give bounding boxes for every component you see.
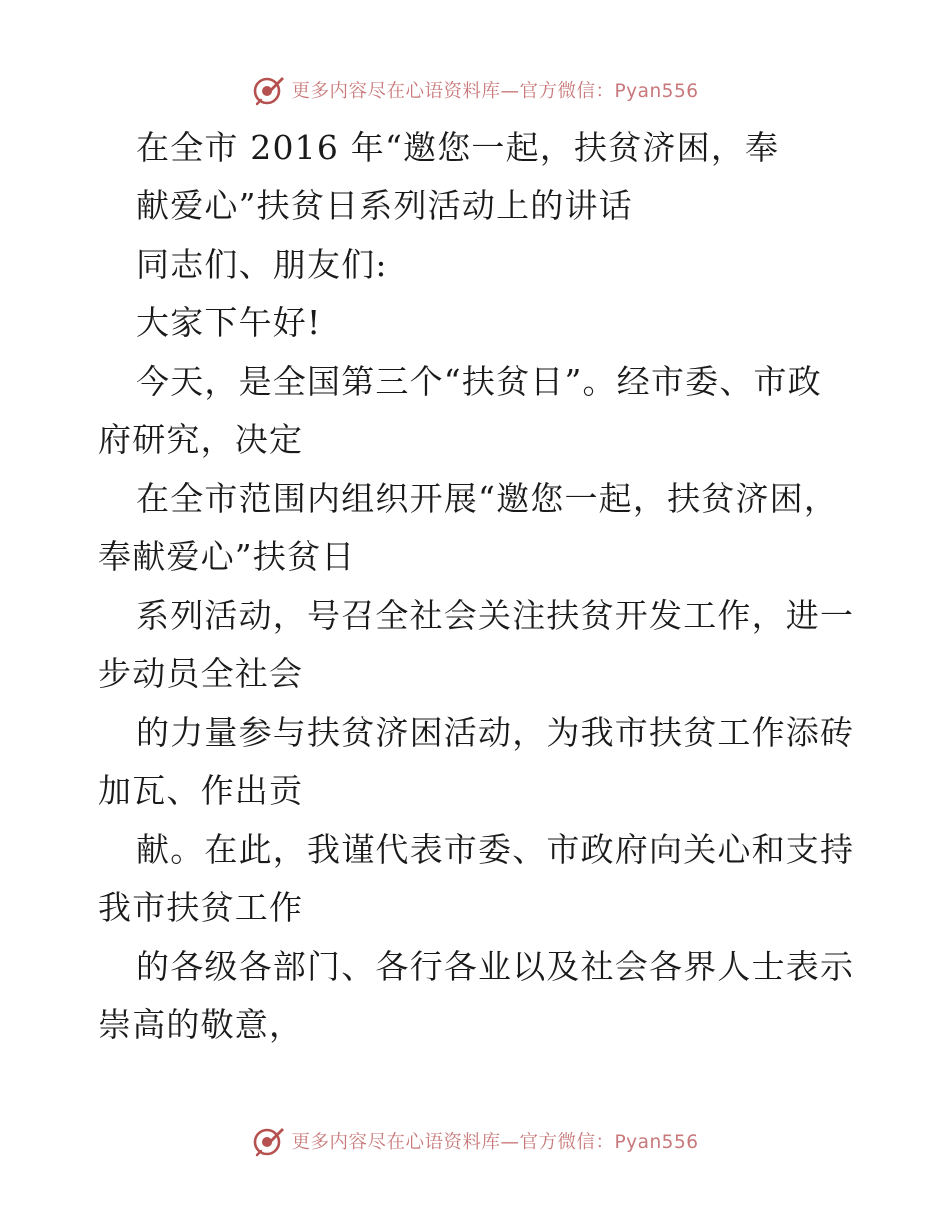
watermark-text: 更多内容尽在心语资料库—官方微信：Pyan556: [291, 1132, 699, 1153]
footer-watermark: [0, 1121, 950, 1161]
body-line: 崇高的敬意，: [98, 1005, 304, 1044]
body-line: 的各级各部门、各行各业以及社会各界人士表示: [136, 947, 855, 986]
body-line: 府研究，决定: [98, 420, 304, 459]
body-line: 奉献爱心”扶贫日: [98, 537, 356, 576]
watermark-text: 更多内容尽在心语资料库—官方微信：Pyan556: [291, 81, 699, 102]
body-line: 的力量参与扶贫济困活动，为我市扶贫工作添砖: [136, 713, 855, 752]
body-line: 在全市范围内组织开展“邀您一起，扶贫济困，: [136, 479, 839, 518]
body-line: 献。在此，我谨代表市委、市政府向关心和支持: [136, 830, 855, 869]
body-line: 今天，是全国第三个“扶贫日”。经市委、市政: [136, 362, 822, 401]
header-watermark: [0, 70, 950, 110]
body-line: 系列活动，号召全社会关注扶贫开发工作，进一: [136, 596, 855, 635]
salutation: 同志们、朋友们:: [136, 245, 388, 284]
quill-seal-logo-icon: [252, 73, 286, 107]
title-line-1: 在全市 2016 年“邀您一起，扶贫济困，奉: [136, 128, 780, 167]
body-line: 步动员全社会: [98, 654, 304, 693]
quill-seal-logo-icon: [252, 1124, 286, 1158]
title-line-2: 献爱心”扶贫日系列活动上的讲话: [136, 186, 633, 225]
greeting: 大家下午好!: [136, 303, 322, 342]
body-line: 我市扶贫工作: [98, 888, 304, 927]
body-line: 加瓦、作出贡: [98, 771, 304, 810]
